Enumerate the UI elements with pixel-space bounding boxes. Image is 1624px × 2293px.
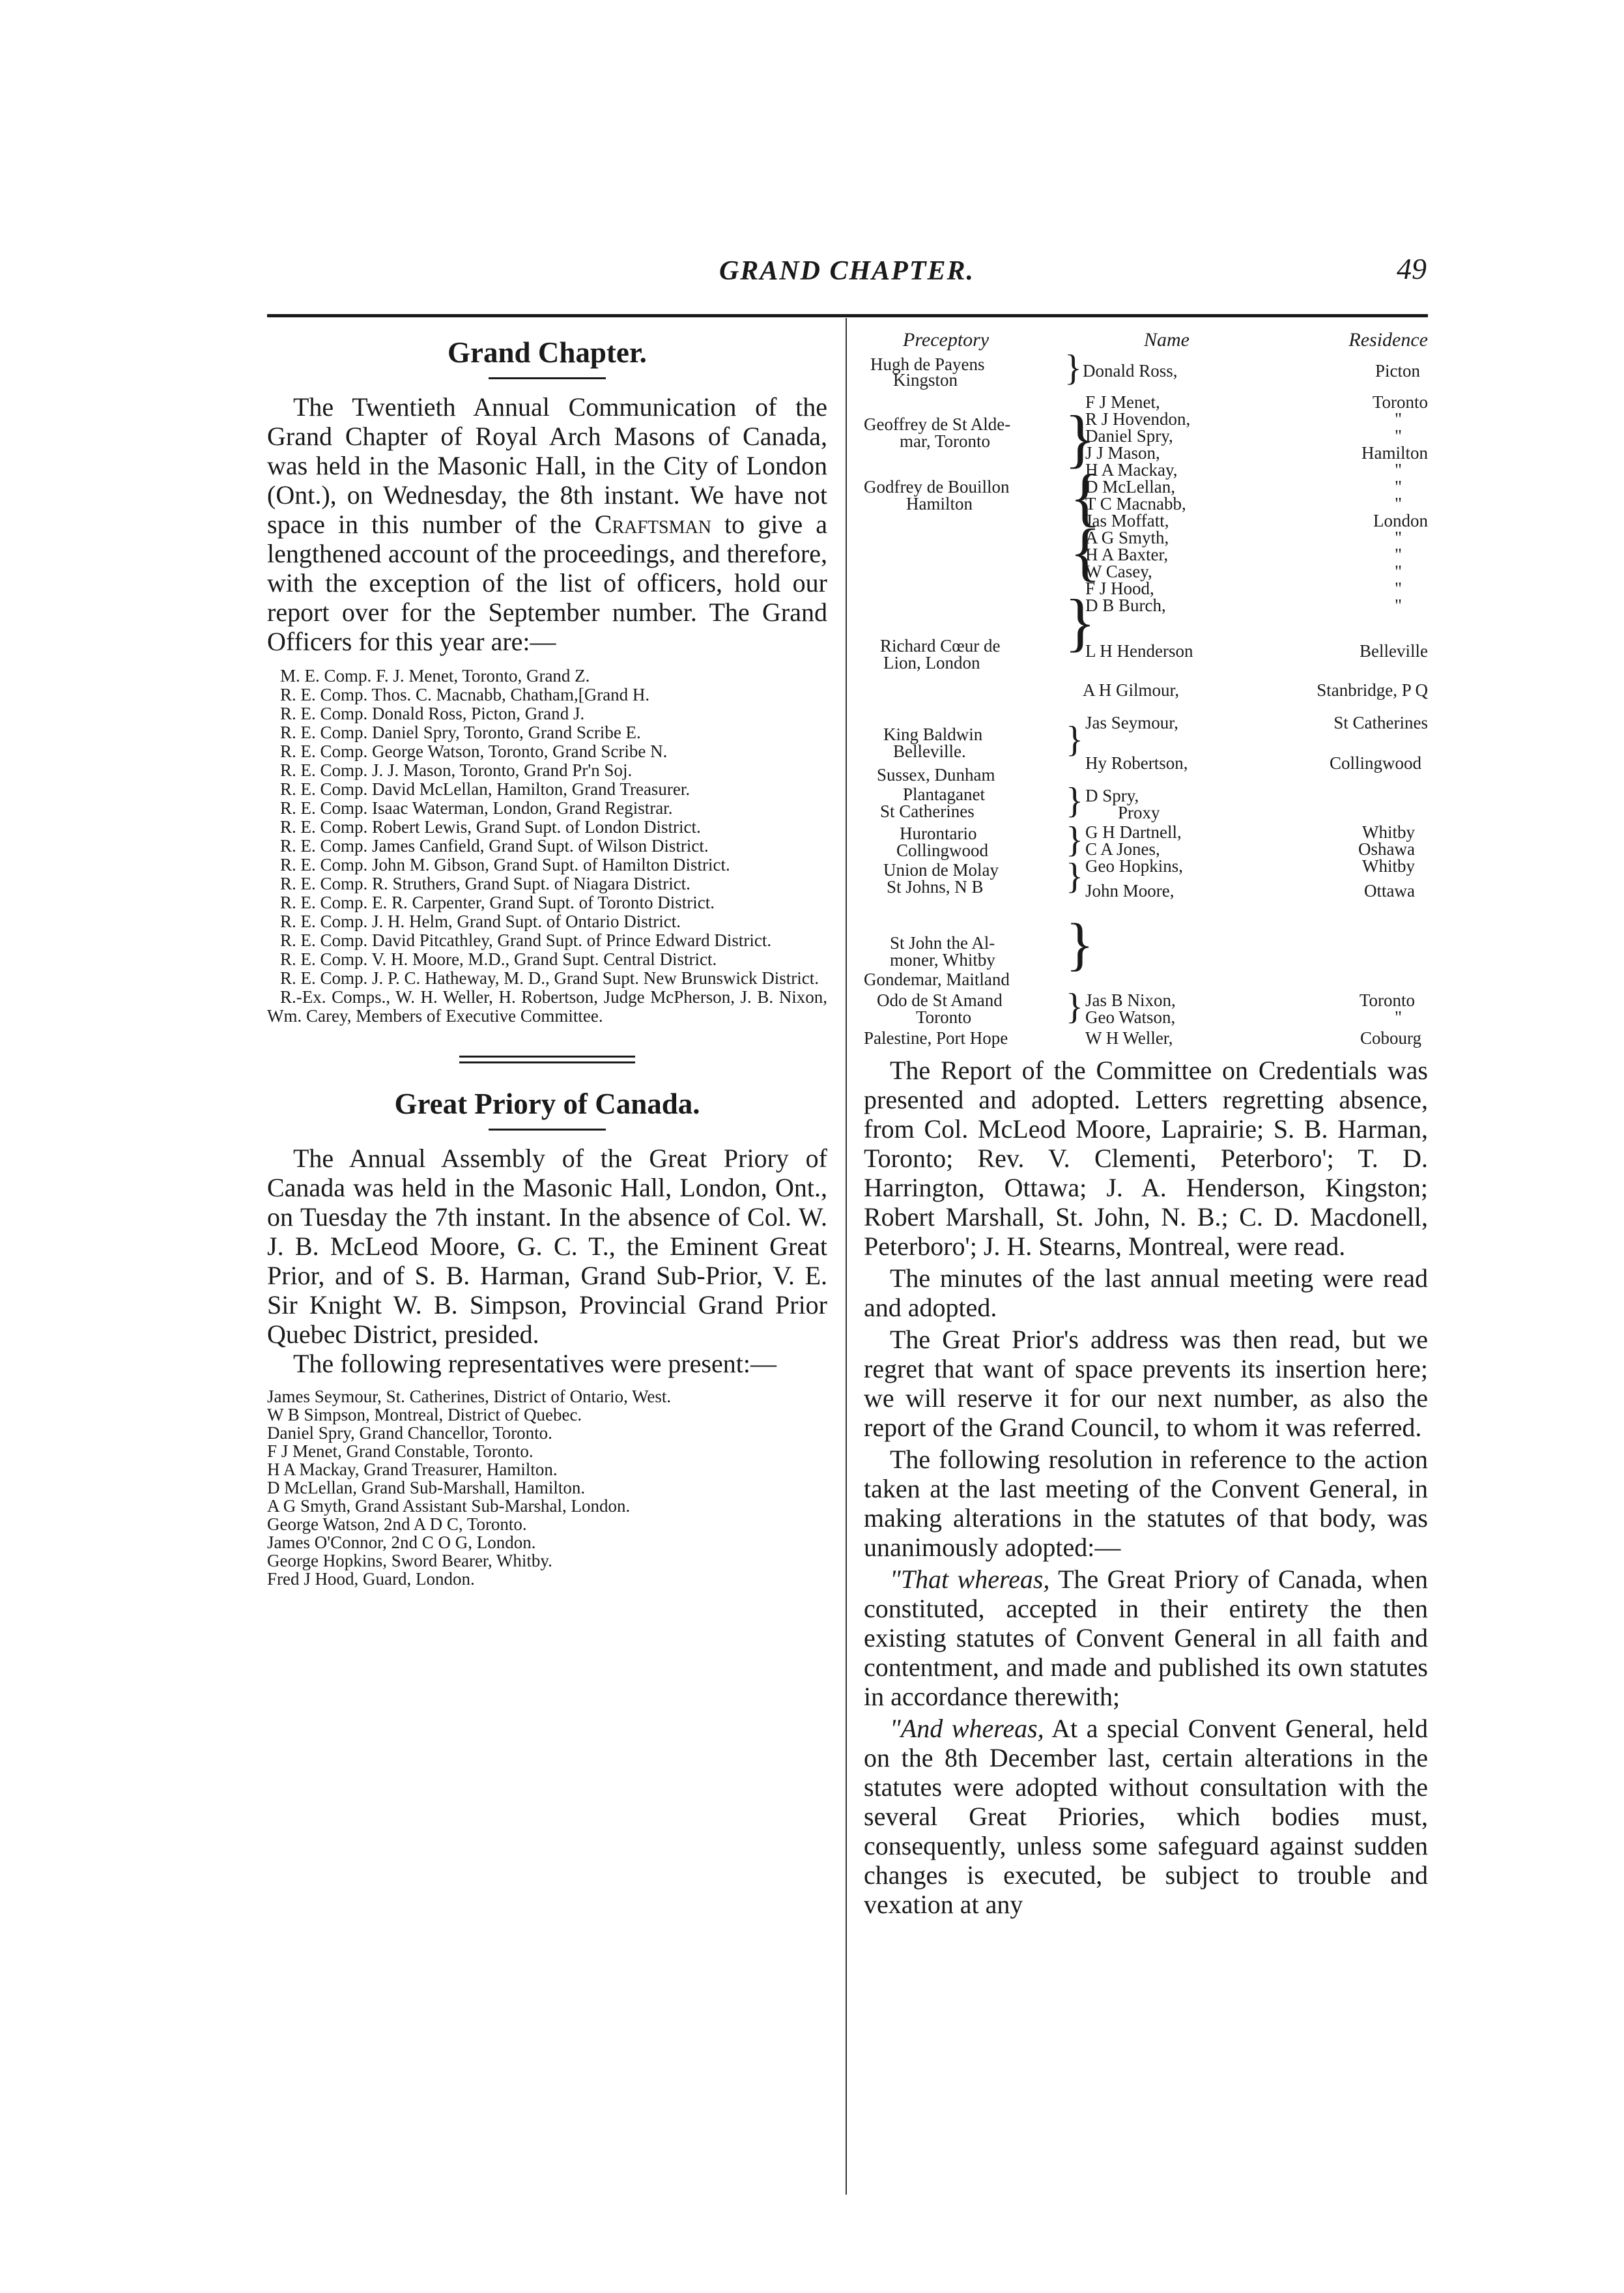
residence-cell: Toronto: [1372, 392, 1428, 412]
left-column: [267, 329, 827, 1588]
brace-glyph: }: [1064, 586, 1096, 658]
preceptory-cell: Godfrey de Bouillon: [864, 477, 1010, 497]
preceptory-cell: St Catherines: [880, 801, 975, 821]
officer-entry: R. E. Comp. Daniel Spry, Toronto, Grand Scribe E.: [280, 723, 641, 742]
title-rule: [489, 377, 606, 379]
representatives-intro: The following representatives were present:—: [293, 1349, 776, 1378]
residence-cell: Ottawa: [1364, 881, 1415, 901]
brace-glyph: }: [1066, 856, 1083, 897]
residence-cell: St Catherines: [1333, 713, 1428, 732]
officer-entry: R. E. Comp. Isaac Waterman, London, Grand Registrar.: [280, 798, 673, 818]
whereas-paragraph-2: "And whereas, At a special Convent General, held on the 8th December last, certain alterations in the statutes were adopted without consultation with the several Great Priories, which bodies must, consequently, unless some safeguard against sudden changes is executed, be subject to trouble and vexation at any: [864, 1714, 1428, 1919]
brace-glyph: }: [1064, 402, 1096, 474]
representative-entry: W B Simpson, Montreal, District of Quebec.: [267, 1405, 582, 1424]
residence-cell: ": [1394, 596, 1402, 615]
residence-cell: ": [1394, 545, 1402, 564]
preceptory-cell: Belleville.: [893, 742, 966, 761]
preceptory-cell: St John the Al-: [890, 933, 995, 953]
residence-cell: ": [1394, 494, 1402, 513]
name-cell: Daniel Spry,: [1085, 426, 1173, 446]
header-rule: [267, 314, 1428, 317]
name-cell: C A Jones,: [1085, 839, 1160, 859]
preceptory-cell: Hugh de Payens: [870, 354, 985, 374]
brace-glyph: {: [1070, 515, 1101, 588]
residence-cell: ": [1394, 409, 1402, 429]
name-cell: Proxy: [1118, 803, 1160, 822]
residence-cell: Collingwood: [1329, 753, 1421, 773]
name-cell: L H Henderson: [1085, 641, 1193, 661]
preceptory-cell: Geoffrey de St Alde-: [864, 414, 1011, 434]
representative-entry: James Seymour, St. Catherines, District of Ontario, West.: [267, 1387, 672, 1406]
officer-entry: R. E. Comp. J. J. Mason, Toronto, Grand Pr'n Soj.: [280, 760, 633, 780]
name-cell: F J Hood,: [1085, 579, 1154, 598]
representative-entry: F J Menet, Grand Constable, Toronto.: [267, 1441, 534, 1461]
name-cell: D McLellan,: [1085, 477, 1175, 497]
officer-entry: R. E. Comp. J. H. Helm, Grand Supt. of Ontario District.: [280, 912, 681, 931]
page-header: [267, 252, 1427, 295]
officer-entry: R. E. Comp. David Pitcathley, Grand Supt. of Prince Edward District.: [280, 930, 772, 950]
representative-entry: H A Mackay, Grand Treasurer, Hamilton.: [267, 1460, 558, 1479]
officer-entry: M. E. Comp. F. J. Menet, Toronto, Grand Z.: [280, 666, 590, 685]
header-residence: Residence: [1348, 329, 1428, 351]
representative-entry: George Hopkins, Sword Bearer, Whitby.: [267, 1551, 552, 1570]
name-cell: D Spry,: [1085, 786, 1139, 805]
residence-cell: Belleville: [1360, 641, 1428, 661]
residence-cell: ": [1394, 426, 1402, 446]
representative-entry: Fred J Hood, Guard, London.: [267, 1569, 475, 1589]
residence-cell: ": [1394, 1007, 1402, 1027]
officer-entry: R.-Ex. Comps., W. H. Weller, H. Robertson, Judge McPherson, J. B. Nixon, Wm. Carey, Members of Executive Committee.: [267, 987, 827, 1026]
officer-entry: R. E. Comp. James Canfield, Grand Supt. of Wilson District.: [280, 836, 709, 856]
officer-entry: R. E. Comp. R. Struthers, Grand Supt. of Niagara District.: [280, 874, 691, 893]
name-cell: Hy Robertson,: [1085, 753, 1188, 773]
name-cell: R J Hovendon,: [1085, 409, 1191, 429]
running-head: GRAND CHAPTER.: [719, 256, 975, 286]
great-priory-title: Great Priory of Canada.: [394, 1088, 700, 1120]
officer-entry: R. E. Comp. E. R. Carpenter, Grand Supt. of Toronto District.: [280, 893, 715, 912]
grand-chapter-intro: The Twentieth Annual Communication of the Grand Chapter of Royal Arch Masons of Canada, was held in the Masonic Hall, in the City of London (Ont.), on Wednesday, the 8th instant. We have not space in this number of the Craftsman to give a lengthened account of the proceedings, and therefore, with the exception of the list of officers, hold our report over for the September number. The Grand Officers for this year are:—: [267, 392, 827, 656]
preceptory-cell: mar, Toronto: [900, 431, 991, 451]
name-cell: D B Burch,: [1085, 596, 1166, 615]
brace-glyph: }: [1066, 820, 1083, 860]
right-column-text: [864, 1056, 1428, 1919]
residence-cell: Whitby: [1362, 822, 1415, 842]
residence-cell: ": [1394, 477, 1402, 497]
name-cell: Jas B Nixon,: [1085, 990, 1176, 1010]
residence-cell: Hamilton: [1361, 443, 1428, 463]
preceptory-cell: Gondemar, Maitland: [864, 970, 1010, 989]
craftsman-title: Craftsman: [594, 510, 711, 539]
header-name: Name: [1144, 329, 1190, 351]
preceptory-cell: Toronto: [916, 1007, 972, 1027]
preceptory-table: [864, 348, 1428, 1048]
name-cell: G H Dartnell,: [1085, 822, 1182, 842]
header-preceptory: Preceptory: [903, 329, 990, 351]
preceptory-cell: Plantaganet: [903, 785, 985, 804]
preceptory-cell: St Johns, N B: [887, 877, 984, 897]
minutes-paragraph: The minutes of the last annual meeting were read and adopted.: [864, 1263, 1428, 1322]
credentials-paragraph: The Report of the Committee on Credentials was presented and adopted. Letters regretting absence, from Col. McLeod Moore, Laprairie; S. B. Harman, Toronto; Rev. V. Clementi, Peterboro'; T. D. Harrington, Ottawa; J. A. Henderson, Kingston; Robert Marshall, St. John, N. B.; C. D. Macdonell, Peterboro'; J. H. Stearns, Montreal, were read.: [864, 1056, 1428, 1261]
name-cell: A H Gilmour,: [1083, 680, 1180, 700]
residence-cell: ": [1394, 460, 1402, 480]
brace-glyph: }: [1064, 348, 1082, 388]
name-cell: Donald Ross,: [1083, 361, 1178, 381]
name-cell: John Moore,: [1085, 881, 1175, 901]
whereas-paragraph-1: "That whereas, The Great Priory of Canada, when constituted, accepted in their entirety the then existing statutes of Convent General in all faith and contentment, and made and published its own statutes in accordance therewith;: [864, 1565, 1428, 1711]
name-cell: Jas Seymour,: [1085, 713, 1178, 732]
name-cell: H A Baxter,: [1085, 545, 1169, 564]
preceptory-cell: moner, Whitby: [890, 950, 995, 970]
officer-entry: R. E. Comp. George Watson, Toronto, Grand Scribe N.: [280, 742, 668, 761]
representative-entry: D McLellan, Grand Sub-Marshall, Hamilton.: [267, 1478, 586, 1497]
brace-glyph: }: [1066, 719, 1083, 760]
preceptory-cell: Palestine, Port Hope: [864, 1028, 1008, 1048]
officer-entry: R. E. Comp. J. P. C. Hatheway, M. D., Grand Supt. New Brunswick District.: [280, 968, 819, 988]
officer-list: [267, 667, 827, 1026]
name-cell: T C Macnabb,: [1085, 494, 1186, 513]
residence-cell: Stanbridge, P Q: [1317, 680, 1428, 700]
name-cell: F J Menet,: [1085, 392, 1160, 412]
column-divider: [846, 318, 847, 2195]
name-cell: H A Mackay,: [1085, 460, 1178, 480]
preceptory-cell: Lion, London: [883, 653, 980, 672]
name-cell: W H Weller,: [1085, 1028, 1173, 1048]
section-divider: [459, 1056, 635, 1063]
resolution-paragraph: The following resolution in reference to the action taken at the last meeting of the Convent General, in making alterations in the statutes of that body, was unanimously adopted:—: [864, 1445, 1428, 1562]
officer-entry: R. E. Comp. Robert Lewis, Grand Supt. of London District.: [280, 817, 701, 837]
name-cell: A G Smyth,: [1085, 528, 1169, 547]
residence-cell: Picton: [1375, 361, 1420, 381]
residence-cell: Oshawa: [1358, 839, 1415, 859]
preceptory-cell: Richard Cœur de: [880, 636, 1001, 656]
right-column: [864, 329, 1428, 1922]
residence-cell: Whitby: [1362, 856, 1415, 876]
name-cell: W Casey,: [1085, 562, 1152, 581]
name-cell: J J Mason,: [1085, 443, 1160, 463]
preceptory-table-header: [864, 329, 1428, 355]
residence-cell: ": [1394, 528, 1402, 547]
preceptory-cell: King Baldwin: [883, 725, 983, 744]
great-priory-intro: The Annual Assembly of the Great Priory of Canada was held in the Masonic Hall, London, Ont., on Tuesday the 7th instant. In the absence of Col. W. J. B. McLeod Moore, G. C. T., the Eminent Great Prior, and of S. B. Harman, Grand Sub-Prior, V. E. Sir Knight W. B. Simpson, Provincial Grand Prior Quebec District, presided.: [267, 1144, 827, 1349]
brace-glyph: }: [1066, 781, 1083, 821]
page-number: 49: [1397, 252, 1427, 285]
residence-cell: Toronto: [1359, 990, 1415, 1010]
brace-glyph: }: [1066, 987, 1083, 1027]
preceptory-cell: Union de Molay: [883, 860, 999, 880]
preceptory-cell: Hamilton: [906, 494, 973, 513]
preceptory-cell: Hurontario: [900, 824, 977, 843]
representative-entry: George Watson, 2nd A D C, Toronto.: [267, 1514, 527, 1534]
representatives-list: [267, 1387, 827, 1588]
name-cell: Geo Hopkins,: [1085, 856, 1183, 876]
residence-cell: Cobourg: [1360, 1028, 1421, 1048]
title-rule: [489, 1129, 606, 1131]
representative-entry: A G Smyth, Grand Assistant Sub-Marshal, London.: [267, 1496, 631, 1516]
officer-entry: R. E. Comp. Thos. C. Macnabb, Chatham,[Grand H.: [280, 685, 650, 704]
grand-chapter-title: Grand Chapter.: [448, 336, 647, 369]
officer-entry: R. E. Comp. Donald Ross, Picton, Grand J.: [280, 704, 585, 723]
officer-entry: R. E. Comp. John M. Gibson, Grand Supt. of Hamilton District.: [280, 855, 730, 874]
representative-entry: Daniel Spry, Grand Chancellor, Toronto.: [267, 1423, 552, 1443]
preceptory-cell: Collingwood: [896, 841, 989, 860]
residence-cell: ": [1394, 562, 1402, 581]
brace-glyph: {: [1070, 461, 1101, 533]
representative-entry: James O'Connor, 2nd C O G, London.: [267, 1533, 536, 1552]
residence-cell: ": [1394, 579, 1402, 598]
name-cell: Jas Moffatt,: [1085, 511, 1169, 530]
officer-entry: R. E. Comp. David McLellan, Hamilton, Grand Treasurer.: [280, 779, 691, 799]
address-paragraph: The Great Prior's address was then read, but we regret that want of space prevents its insertion here; we will reserve it for our next number, as also the report of the Grand Council, to whom it was referred.: [864, 1325, 1428, 1442]
officer-entry: R. E. Comp. V. H. Moore, M.D., Grand Supt. Central District.: [280, 949, 717, 969]
brace-glyph: }: [1066, 912, 1094, 977]
name-cell: Geo Watson,: [1085, 1007, 1176, 1027]
residence-cell: London: [1373, 511, 1428, 530]
preceptory-cell: Kingston: [893, 370, 958, 390]
preceptory-cell: Sussex, Dunham: [877, 765, 995, 785]
preceptory-cell: Odo de St Amand: [877, 990, 1003, 1010]
